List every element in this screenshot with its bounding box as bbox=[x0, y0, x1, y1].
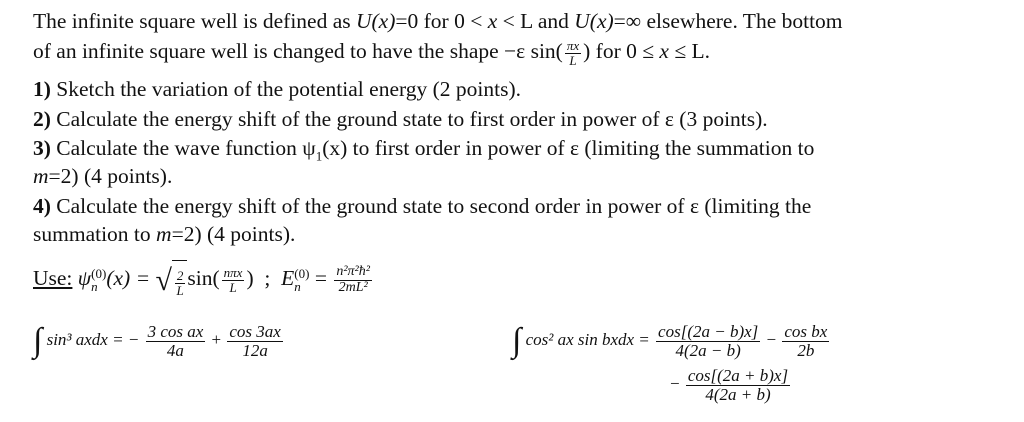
intro-text: ) for 0 ≤ bbox=[583, 39, 660, 63]
fraction-denominator: 4a bbox=[166, 340, 184, 360]
fraction-denominator: 4(2a − b) bbox=[675, 340, 741, 360]
fraction-denominator: 2mL² bbox=[338, 279, 368, 295]
subscript: 1 bbox=[315, 148, 323, 164]
question-text: summation to bbox=[33, 222, 157, 246]
psi-argument: (x) = bbox=[106, 266, 151, 290]
use-formulas bbox=[33, 258, 374, 301]
psi-indices bbox=[91, 267, 106, 293]
integral1-fraction-2 bbox=[227, 323, 282, 360]
fraction-denominator: 12a bbox=[242, 340, 268, 360]
fraction-denominator: 2b bbox=[797, 340, 815, 360]
minus-sign: − bbox=[766, 330, 777, 349]
question-text: Calculate the energy shift of the ground state to second order in power of ε (limiting the bbox=[56, 194, 812, 218]
fraction-denominator: L bbox=[176, 282, 184, 298]
question-text: Calculate the wave function ψ bbox=[56, 136, 316, 160]
psi-symbol: ψ bbox=[77, 266, 92, 290]
question-4-continued bbox=[33, 221, 295, 247]
question-2 bbox=[33, 106, 768, 132]
fraction-denominator: L bbox=[229, 279, 237, 295]
integral2-fraction-3 bbox=[686, 367, 790, 404]
fraction-numerator: πx bbox=[566, 37, 580, 53]
integral2-fraction-1 bbox=[656, 323, 760, 360]
subscript: n bbox=[294, 279, 301, 295]
integral1-fraction-1 bbox=[146, 323, 206, 360]
energy-symbol: E bbox=[281, 266, 295, 290]
minus-sign: − bbox=[670, 374, 680, 393]
question-text: Sketch the variation of the potential energy (2 points). bbox=[56, 77, 522, 101]
separator: ; bbox=[264, 266, 271, 290]
integral-sign: ∫ bbox=[33, 322, 43, 360]
superscript: (0) bbox=[294, 266, 310, 282]
question-text: (x) to first order in power of ε (limiting the summation to bbox=[322, 136, 815, 160]
question-3-continued bbox=[33, 163, 172, 189]
radical-sign: √ bbox=[155, 263, 172, 297]
integral-sin-cubed bbox=[33, 318, 285, 363]
variable-x: x bbox=[659, 39, 669, 63]
integral-cos-squared-sin bbox=[512, 318, 831, 363]
integral-cos-squared-sin-continued bbox=[670, 362, 792, 406]
question-number: 2) bbox=[33, 107, 51, 131]
integral-lhs: sin³ axdx = − bbox=[46, 330, 140, 349]
close-paren: ) bbox=[246, 266, 254, 290]
fraction-numerator: nπx bbox=[223, 264, 243, 280]
fraction-numerator: cos 3ax bbox=[229, 321, 281, 341]
potential-symbol: U(x) bbox=[356, 9, 396, 33]
fraction-numerator: n²π²ħ² bbox=[336, 263, 370, 279]
intro-text: The infinite square well is defined as bbox=[33, 9, 356, 33]
superscript: (0) bbox=[91, 266, 107, 282]
question-4 bbox=[33, 193, 811, 219]
question-text: =2) (4 points). bbox=[171, 222, 296, 246]
fraction-numerator: cos[(2a + b)x] bbox=[687, 365, 789, 385]
variable-x: x bbox=[487, 9, 498, 33]
energy-indices bbox=[294, 267, 309, 293]
energy-fraction bbox=[334, 265, 372, 295]
plus-sign: + bbox=[211, 330, 222, 349]
intro-text: of an infinite square well is changed to have the shape −ε sin( bbox=[33, 39, 563, 63]
intro-text: < L and bbox=[497, 9, 575, 33]
intro-text: =0 for 0 < bbox=[395, 9, 488, 33]
question-text: =2) (4 points). bbox=[48, 164, 173, 188]
fraction-denominator: L bbox=[569, 52, 577, 68]
fraction-numerator: 3 cos ax bbox=[147, 321, 204, 341]
variable-m: m bbox=[33, 164, 49, 188]
integral2-fraction-2 bbox=[782, 323, 829, 360]
potential-symbol: U(x) bbox=[574, 9, 614, 33]
fraction-numerator: 2 bbox=[176, 268, 184, 284]
two-over-L-fraction bbox=[175, 269, 186, 297]
use-label: Use: bbox=[33, 266, 73, 290]
fraction-numerator: cos[(2a − b)x] bbox=[658, 321, 759, 341]
n-pi-x-over-L-fraction bbox=[222, 266, 245, 294]
pi-x-over-L-fraction bbox=[565, 39, 581, 67]
subscript: n bbox=[91, 279, 98, 295]
intro-text: =∞ elsewhere. The bottom bbox=[613, 9, 843, 33]
integral-lhs: cos² ax sin bxdx = bbox=[525, 330, 650, 349]
variable-m: m bbox=[156, 222, 172, 246]
intro-text: ≤ L. bbox=[668, 39, 711, 63]
intro-line-1 bbox=[33, 8, 843, 34]
intro-line-2 bbox=[33, 38, 710, 67]
question-1 bbox=[33, 76, 521, 102]
sin-function: sin( bbox=[187, 266, 220, 290]
question-number: 1) bbox=[33, 77, 51, 101]
integral-sign: ∫ bbox=[512, 322, 522, 360]
question-number: 3) bbox=[33, 136, 51, 160]
question-number: 4) bbox=[33, 194, 51, 218]
sqrt-two-over-L bbox=[155, 259, 187, 302]
question-text: Calculate the energy shift of the ground state to first order in power of ε (3 points). bbox=[56, 107, 768, 131]
fraction-numerator: cos bx bbox=[784, 321, 828, 341]
equals-sign: = bbox=[314, 266, 327, 290]
fraction-denominator: 4(2a + b) bbox=[705, 384, 771, 404]
